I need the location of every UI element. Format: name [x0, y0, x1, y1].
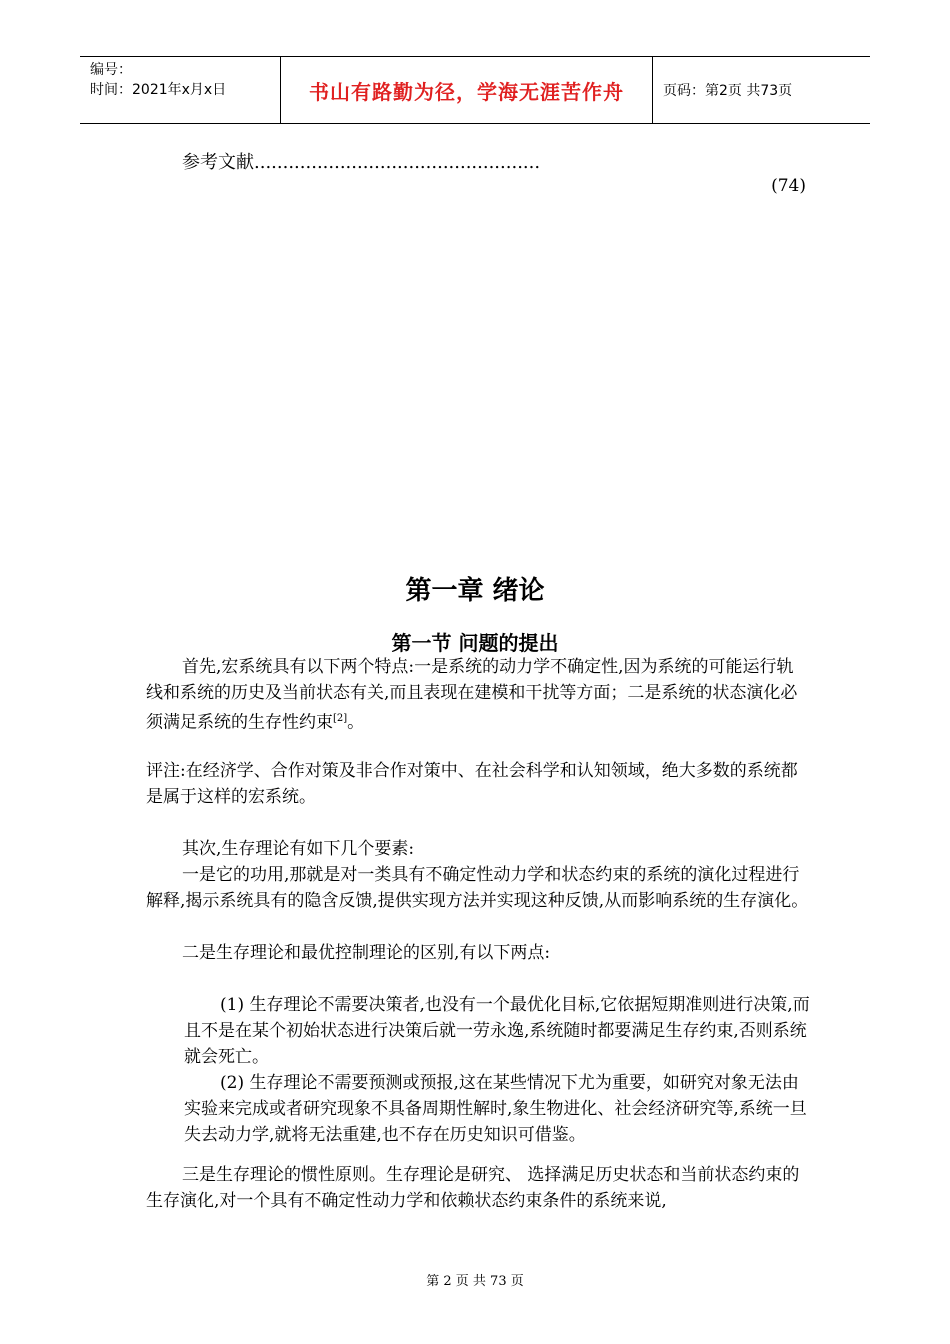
list-item-1: (1) 生存理论不需要决策者,也没有一个最优化目标,它依据短期准则进行决策,而且不是在某个初始状态进行决策后就一劳永逸,系统随时都要满足生存约束,否则系统就会死亡。: [184, 995, 810, 1067]
paragraph-comment: 评注:在经济学、合作对策及非合作对策中、在社会科学和认知领域，绝大多数的系统都是属于这样的宏系统。: [146, 761, 798, 807]
time-label: 时间：2021年x月x日: [90, 82, 227, 98]
paragraph-elements-intro: 其次,生存理论有如下几个要素:: [182, 839, 415, 859]
document-header: [80, 56, 870, 124]
chapter-title: 第一章 绪论: [405, 576, 545, 606]
toc-page-number: (74): [771, 176, 806, 196]
paragraph-difference: 二是生存理论和最优控制理论的区别,有以下两点:: [182, 943, 551, 963]
header-page-info: 页码：第2页 共73页: [663, 83, 793, 99]
paragraph-inertia: 三是生存理论的惯性原则。生存理论是研究、 选择满足历史状态和当前状态约束的生存演化,对一个具有不确定性动力学和依赖状态约束条件的系统来说,: [146, 1165, 800, 1211]
paragraph-1-end: 。: [347, 712, 365, 733]
number-label: 编号：: [90, 62, 132, 78]
toc-entry-references: 参考文献..................................................: [182, 152, 541, 173]
citation-ref: [2]: [333, 713, 348, 724]
list-item-2: (2) 生存理论不需要预测或预报,这在某些情况下尤为重要，如研究对象无法由实验来完成或者研究现象不具备周期性解时,象生物进化、社会经济研究等,系统一旦失去动力学,就将无法重建,也不存在历史知识可借鉴。: [184, 1073, 807, 1145]
paragraph-1-text: 首先,宏系统具有以下两个特点:一是系统的动力学不确定性,因为系统的可能运行轨线和系统的历史及当前状态有关,而且表现在建模和干扰等方面；二是系统的状态演化必须满足系统的生存性约束: [146, 657, 798, 733]
paragraph-function: 一是它的功用,那就是对一类具有不确定性动力学和状态约束的系统的演化过程进行解释,揭示系统具有的隐含反馈,提供实现方法并实现这种反馈,从而影响系统的生存演化。: [146, 865, 809, 911]
paragraph-1: [146, 654, 810, 736]
page-footer: 第 2 页 共 73 页: [426, 1274, 524, 1289]
section-title: 第一节 问题的提出: [391, 631, 559, 655]
header-meta: [80, 57, 280, 123]
header-motto: 书山有路勤为径，学海无涯苦作舟: [280, 57, 653, 123]
